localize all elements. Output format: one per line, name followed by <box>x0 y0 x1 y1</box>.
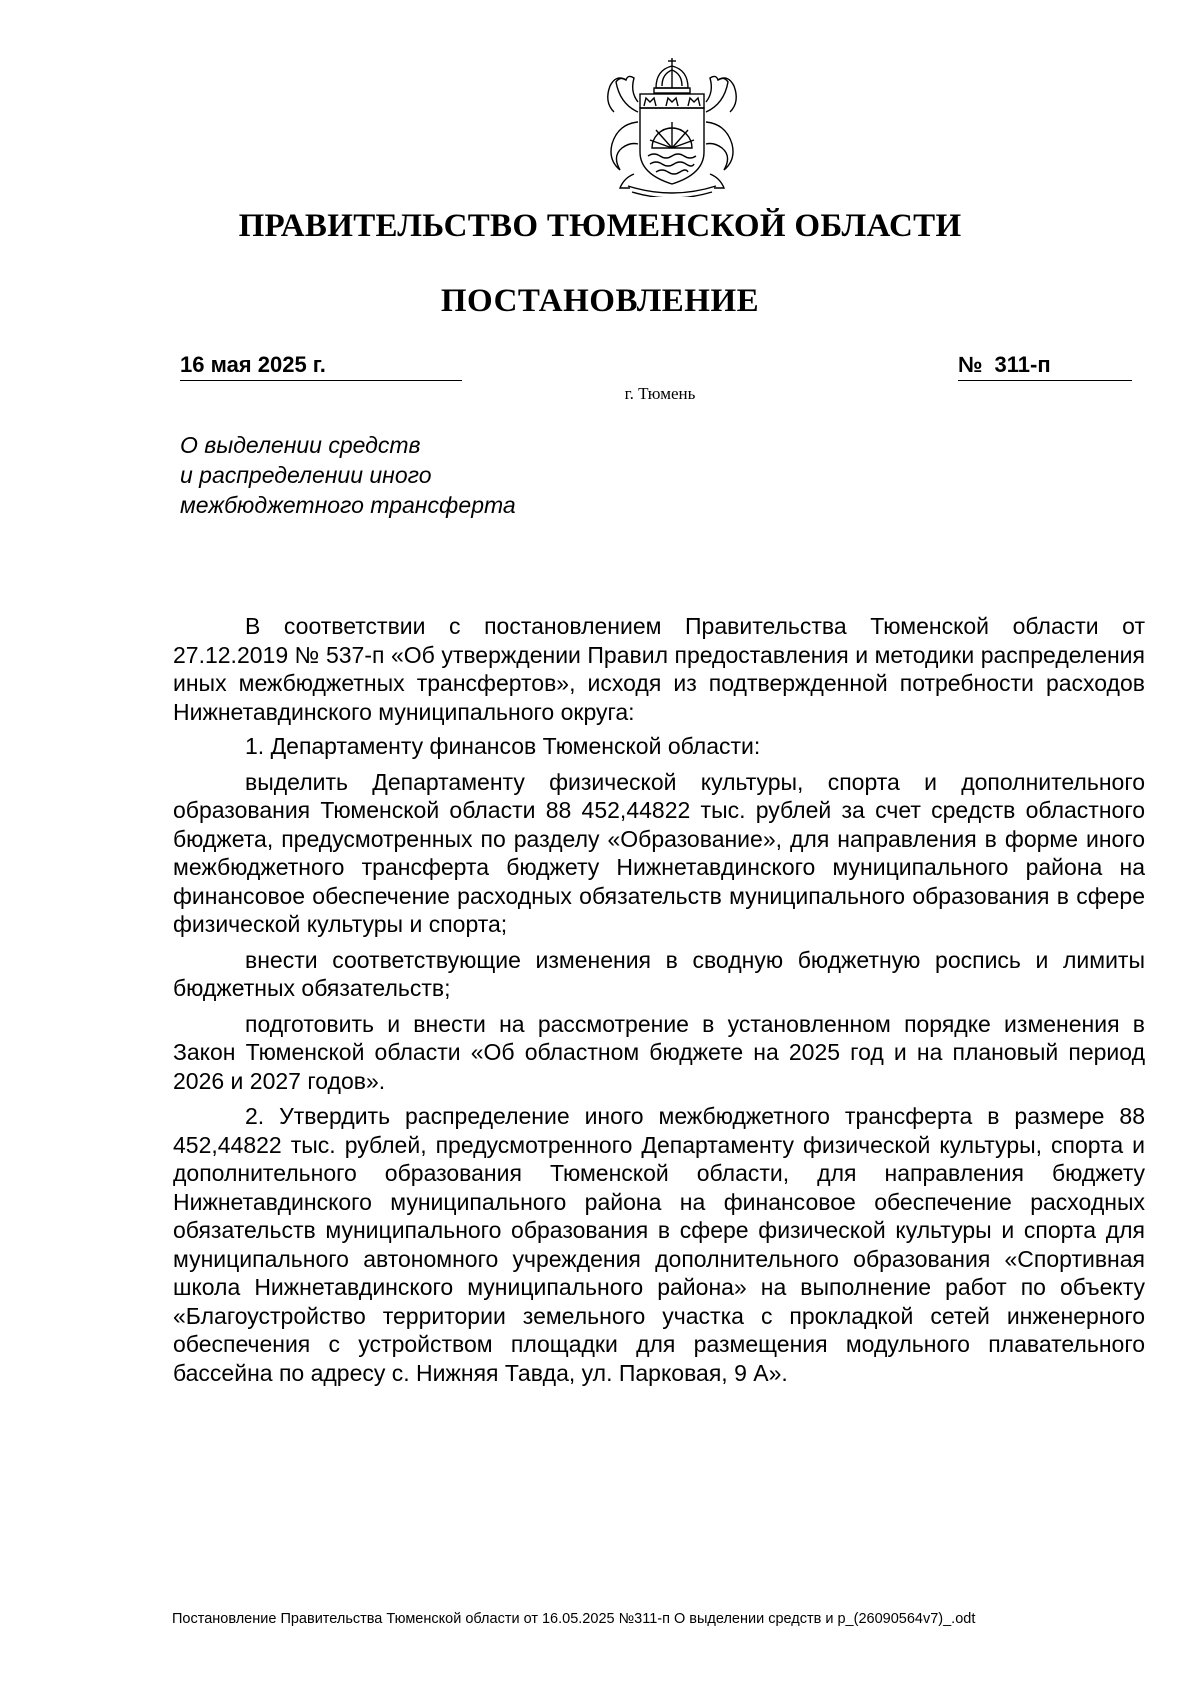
paragraph-preamble: В соответствии с постановлением Правительства Тюменской области от 27.12.2019 № 537-п «Об утверждении Правил предоставления и методики распределения иных межбюджетных трансфертов», исходя из подтвержденной потребности расходов Нижнетавдинского муниципального округа: <box>173 613 1145 725</box>
city-name: г. Тюмень <box>624 384 696 403</box>
number-sign: № <box>958 352 983 377</box>
paragraph-prepare-law: подготовить и внести на рассмотрение в установленном порядке изменения в Закон Тюменской области «Об областном бюджете на 2025 год и на плановый период 2026 и 2027 годов». <box>173 1010 1145 1094</box>
document-date: 16 мая 2025 г. <box>180 352 462 381</box>
document-body <box>173 612 1145 1394</box>
document-type: ПОСТАНОВЛЕНИЕ <box>440 283 760 319</box>
document-number-field <box>958 352 1132 381</box>
title-line: О выделении средств <box>180 432 421 458</box>
document-number: 311-п <box>994 352 1051 377</box>
document-title <box>180 430 680 520</box>
coat-of-arms-icon <box>590 52 755 197</box>
paragraph-item-1: 1. Департаменту финансов Тюменской области: <box>245 733 761 759</box>
organization-name: ПРАВИТЕЛЬСТВО ТЮМЕНСКОЙ ОБЛАСТИ <box>238 208 962 244</box>
paragraph-allocate: выделить Департаменту физической культуры, спорта и дополнительного образования Тюменской области 88 452,44822 тыс. рублей за счет средств областного бюджета, предусмотренных по разделу «Образование», для направления в форме иного межбюджетного трансферта бюджету Нижнетавдинского муниципального района на финансовое обеспечение расходных обязательств муниципального образования в сфере физической культуры и спорта; <box>173 768 1145 937</box>
title-line: межбюджетного трансферта <box>180 492 516 518</box>
paragraph-amend-budget: внести соответствующие изменения в сводную бюджетную роспись и лимиты бюджетных обязательств; <box>173 946 1145 1001</box>
title-line: и распределении иного <box>180 462 432 488</box>
file-footer: Постановление Правительства Тюменской области от 16.05.2025 №311-п О выделении средств и р_(26090564v7)_.odt <box>172 1611 976 1627</box>
paragraph-item-2: 2. Утвердить распределение иного межбюджетного трансферта в размере 88 452,44822 тыс. рублей, предусмотренного Департаменту физической культуры, спорта и дополнительного образования Тюменской области, для направления бюджету Нижнетавдинского муниципального района на финансовое обеспечение расходных обязательств муниципального образования в сфере физической культуры и спорта для муниципального автономного учреждения дополнительного образования «Спортивная школа Нижнетавдинского муниципального района» на выполнение работ по объекту «Благоустройство территории земельного участка с прокладкой сетей инженерного обеспечения с устройством площадки для размещения модульного плавательного бассейна по адресу с. Нижняя Тавда, ул. Парковая, 9 А». <box>173 1103 1145 1386</box>
